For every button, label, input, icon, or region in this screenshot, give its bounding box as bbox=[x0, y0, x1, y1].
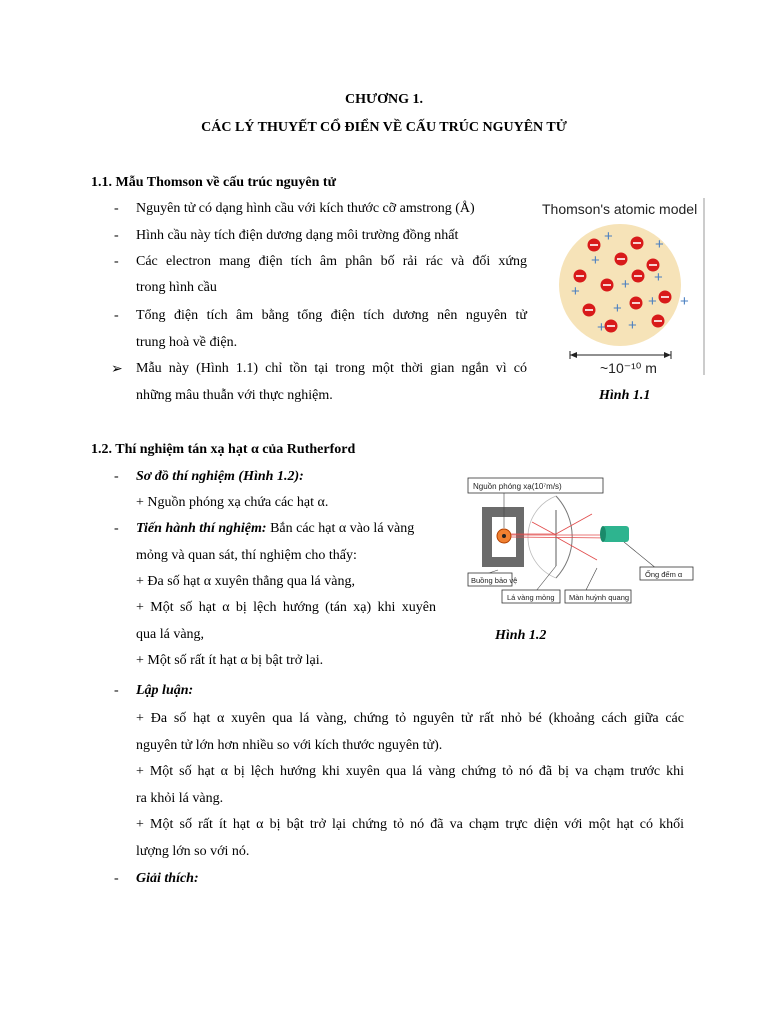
list-item: Tổng điện tích âm bằng tổng điện tích dương nên nguyên tử bbox=[136, 308, 527, 323]
reasoning-line: ra khỏi lá vàng. bbox=[136, 791, 224, 806]
bullet-dash: - bbox=[114, 469, 119, 484]
arrow-bullet-icon: ➢ bbox=[111, 362, 123, 377]
list-item-continued: trung hoà về điện. bbox=[136, 335, 238, 350]
alpha-counter bbox=[602, 526, 629, 542]
bullet-dash: - bbox=[114, 254, 119, 269]
bullet-dash: - bbox=[114, 228, 119, 243]
figure-1-1-caption: Hình 1.1 bbox=[599, 388, 651, 403]
procedure-line: mỏng và quan sát, thí nghiệm cho thấy: bbox=[136, 548, 357, 563]
svg-text:+: + bbox=[621, 276, 630, 293]
list-item: Hình cầu này tích điện dương dạng môi trường đồng nhất bbox=[136, 228, 459, 243]
procedure-line: + Đa số hạt α xuyên thẳng qua lá vàng, bbox=[136, 574, 355, 589]
svg-text:+: + bbox=[648, 293, 657, 310]
reasoning-line: + Một số rất ít hạt α bị bật trở lại chứng tỏ nó đã va chạm trực diện với một hạt có khối bbox=[136, 817, 684, 832]
reasoning-label: Lập luận: bbox=[136, 683, 194, 698]
chapter-title: CÁC LÝ THUYẾT CỔ ĐIỂN VỀ CẤU TRÚC NGUYÊN TỬ bbox=[201, 120, 567, 135]
list-item-continued: những mâu thuẫn với thực nghiệm. bbox=[136, 388, 333, 403]
figure-title: Thomson's atomic model bbox=[542, 201, 698, 217]
list-item-continued: trong hình cầu bbox=[136, 280, 217, 295]
svg-text:+: + bbox=[571, 283, 580, 300]
counter-label: Ống đếm α bbox=[645, 570, 683, 579]
section-1-1-title: 1.1. Mẫu Thomson về cấu trúc nguyên tử bbox=[91, 175, 336, 190]
bullet-dash: - bbox=[114, 871, 119, 886]
rutherford-experiment-figure bbox=[462, 474, 698, 614]
setup-line: + Nguồn phóng xạ chứa các hạt α. bbox=[136, 495, 329, 510]
bullet-dash: - bbox=[114, 521, 119, 536]
scale-label: ~10⁻¹⁰ m bbox=[600, 360, 657, 376]
reasoning-line: nguyên tử lớn hơn nhiều so với kích thước nguyên tử). bbox=[136, 738, 443, 753]
bullet-dash: - bbox=[114, 201, 119, 216]
reasoning-line: + Một số hạt α bị lệch hướng khi xuyên qua lá vàng chứng tỏ nó đã bị va chạm trước khi bbox=[136, 764, 684, 779]
bullet-dash: - bbox=[114, 308, 119, 323]
chapter-number: CHƯƠNG 1. bbox=[344, 92, 424, 107]
svg-text:+: + bbox=[613, 300, 622, 317]
svg-text:+: + bbox=[680, 293, 689, 310]
thomson-model-figure bbox=[537, 193, 707, 378]
reasoning-line: lượng lớn so với nó. bbox=[136, 844, 250, 859]
svg-text:+: + bbox=[654, 269, 663, 286]
svg-text:+: + bbox=[597, 319, 606, 336]
list-item: Mẫu này (Hình 1.1) chỉ tồn tại trong một thời gian ngắn vì có bbox=[136, 361, 527, 376]
fluorescent-screen bbox=[556, 496, 572, 578]
section-1-2-title: 1.2. Thí nghiệm tán xạ hạt α của Rutherford bbox=[91, 442, 356, 457]
screen-label: Màn huỳnh quang bbox=[569, 593, 630, 602]
explanation-label: Giải thích: bbox=[136, 871, 199, 886]
svg-text:+: + bbox=[628, 317, 637, 334]
procedure-label: Tiến hành thí nghiệm: bbox=[136, 521, 267, 536]
procedure-line: + Một số rất ít hạt α bị bật trở lại. bbox=[136, 653, 324, 668]
shield-label: Buồng bảo vệ bbox=[471, 576, 518, 585]
procedure-line bbox=[136, 521, 414, 537]
alpha-beams bbox=[511, 514, 610, 560]
svg-text:+: + bbox=[591, 252, 600, 269]
foil-label: Lá vàng mỏng bbox=[507, 593, 555, 602]
bullet-dash: - bbox=[114, 683, 119, 698]
svg-text:+: + bbox=[655, 236, 664, 253]
reasoning-line: + Đa số hạt α xuyên qua lá vàng, chứng tỏ nguyên tử rất nhỏ bé (khoảng cách giữa các bbox=[136, 711, 684, 726]
setup-label: Sơ đồ thí nghiệm (Hình 1.2): bbox=[136, 469, 304, 484]
procedure-line: qua lá vàng, bbox=[136, 627, 205, 642]
list-item: Các electron mang điện tích âm phân bố rải rác và đối xứng bbox=[136, 254, 527, 269]
procedure-text: Bắn các hạt α vào lá vàng bbox=[266, 521, 415, 536]
svg-text:+: + bbox=[604, 228, 613, 245]
list-item: Nguyên tử có dạng hình cầu với kích thước cỡ amstrong (Å) bbox=[136, 201, 475, 216]
source-label: Nguồn phóng xạ(10⁷m/s) bbox=[473, 482, 562, 491]
procedure-line: + Một số hạt α bị lệch hướng (tán xạ) khi xuyên bbox=[136, 600, 436, 615]
figure-1-2-caption: Hình 1.2 bbox=[495, 628, 547, 643]
